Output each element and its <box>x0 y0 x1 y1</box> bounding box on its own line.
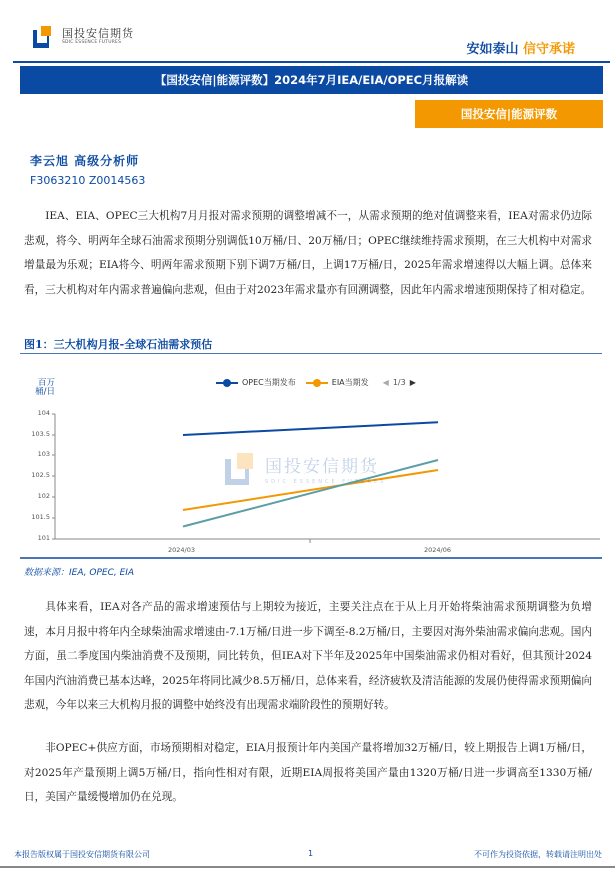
legend-label: OPEC当期发布 <box>242 378 296 387</box>
watermark <box>225 452 386 485</box>
legend-page-indicator: 1/3 <box>392 378 406 387</box>
legend-marker-icon <box>216 382 238 384</box>
header-divider <box>13 61 610 63</box>
page-header <box>0 0 615 64</box>
logo-name-cn: 国投安信期货 <box>62 27 134 41</box>
report-title: 【国投安信|能源评数】2024年7月IEA/EIA/OPEC月报解读 <box>20 66 603 94</box>
demand-forecast-chart <box>20 360 602 556</box>
footer-disclaimer: 不可作为投资依据，转载请注明出处 <box>474 850 602 859</box>
y-axis-unit: 百万桶/日 <box>35 378 55 397</box>
y-tick: 103 <box>37 450 50 458</box>
legend-pager <box>379 378 420 387</box>
company-logo <box>33 26 134 48</box>
paragraph-summary: IEA、EIA、OPEC三大机构7月月报对需求预期的调整增减不一，从需求预期的绝对值调整来看，IEA对需求仍边际悲观，将今、明两年全球石油需求预期分别调低10万桶/日、20万桶/日；OPEC继续维持需求预期，在三大机构中对需求增量最为乐观；EIA将今、明两年需求预期下别下调7万桶/日，上调17万桶/日，2025年需求增速得以大幅上调。总体来看，三大机构对年内需求普遍偏向悲观，但由于对2023年需求量亦有回溯调整，因此年内需求增速预期保持了相对稳定。 <box>24 210 592 296</box>
footer-page-number: 1 <box>308 849 314 858</box>
figure-top-rule <box>20 353 602 354</box>
y-tick: 102.5 <box>31 471 50 479</box>
x-tick: 2024/06 <box>424 546 452 554</box>
paragraph-details: 具体来看，IEA对各产品的需求增速预估与上期较为接近，主要关注点在于从上月开始将柴油需求预期调整为负增速，本月月报中将年内全球柴油需求增速由-7.1万桶/日进一步下调至-8.2万桶/日，主要因对海外柴油需求偏向悲观。国内方面，虽二季度国内柴油消费不及预期，同比转负，但IEA对下半年及2025年中国柴油需求仍相对看好，但其预计2024年国内汽油消费已基本达峰，2025年将同比减少8.5万桶/日，总体来看，经济疲软及清洁能源的发展仍使得需求预期偏向悲观，今年以来三大机构月报的调整中始终没有出现需求端阶段性的预期好转。 <box>24 601 592 711</box>
watermark-text-en: SDIC ESSENCE FUTURES <box>265 479 387 485</box>
figure-bottom-rule <box>20 557 602 559</box>
figure-title: 图1：三大机构月报-全球石油需求预估 <box>24 338 213 351</box>
legend-item-opec[interactable] <box>216 377 296 388</box>
watermark-logo-icon <box>225 453 255 485</box>
logo-icon <box>33 26 53 48</box>
slogan-part2: 信守承诺 <box>522 42 575 57</box>
legend-item-eia[interactable] <box>306 377 369 388</box>
x-tick: 2024/03 <box>168 546 196 554</box>
figure-source: 数据来源：IEA, OPEC, EIA <box>24 568 135 578</box>
y-tick: 102 <box>37 492 50 500</box>
legend-label: EIA当期发 <box>331 378 369 387</box>
y-tick: 104 <box>37 409 50 417</box>
slogan <box>466 38 575 57</box>
watermark-text-cn: 国投安信期货 <box>265 457 379 477</box>
y-tick: 101.5 <box>31 513 50 521</box>
legend-next-arrow-icon[interactable]: ▶ <box>409 378 416 387</box>
legend-marker-icon <box>306 382 328 384</box>
author-certificate: F3063210 Z0014563 <box>30 174 146 187</box>
footer-copyright: 本报告版权属于国投安信期货有限公司 <box>14 850 150 859</box>
footer-divider <box>0 866 615 868</box>
slogan-part1: 安如泰山 <box>466 42 519 57</box>
author-name-title: 李云旭 高级分析师 <box>30 154 140 168</box>
logo-name-en: SDIC ESSENCE FUTURES <box>62 40 122 46</box>
y-tick: 101 <box>37 534 50 542</box>
column-tag: 国投安信|能源评数 <box>415 100 603 128</box>
chart-legend <box>216 377 420 388</box>
paragraph-supply: 非OPEC+供应方面，市场预期相对稳定，EIA月报预计年内美国产量将增加32万桶/日，较上期报告上调1万桶/日，对2025年产量预期上调5万桶/日，指向性相对有限，近期EIA周报将美国产量由1320万桶/日进一步调高至1330万桶/日，美国产量缓慢增加仍在兑现。 <box>24 742 592 803</box>
y-tick: 103.5 <box>31 430 50 438</box>
legend-prev-arrow-icon[interactable]: ◀ <box>382 378 389 387</box>
